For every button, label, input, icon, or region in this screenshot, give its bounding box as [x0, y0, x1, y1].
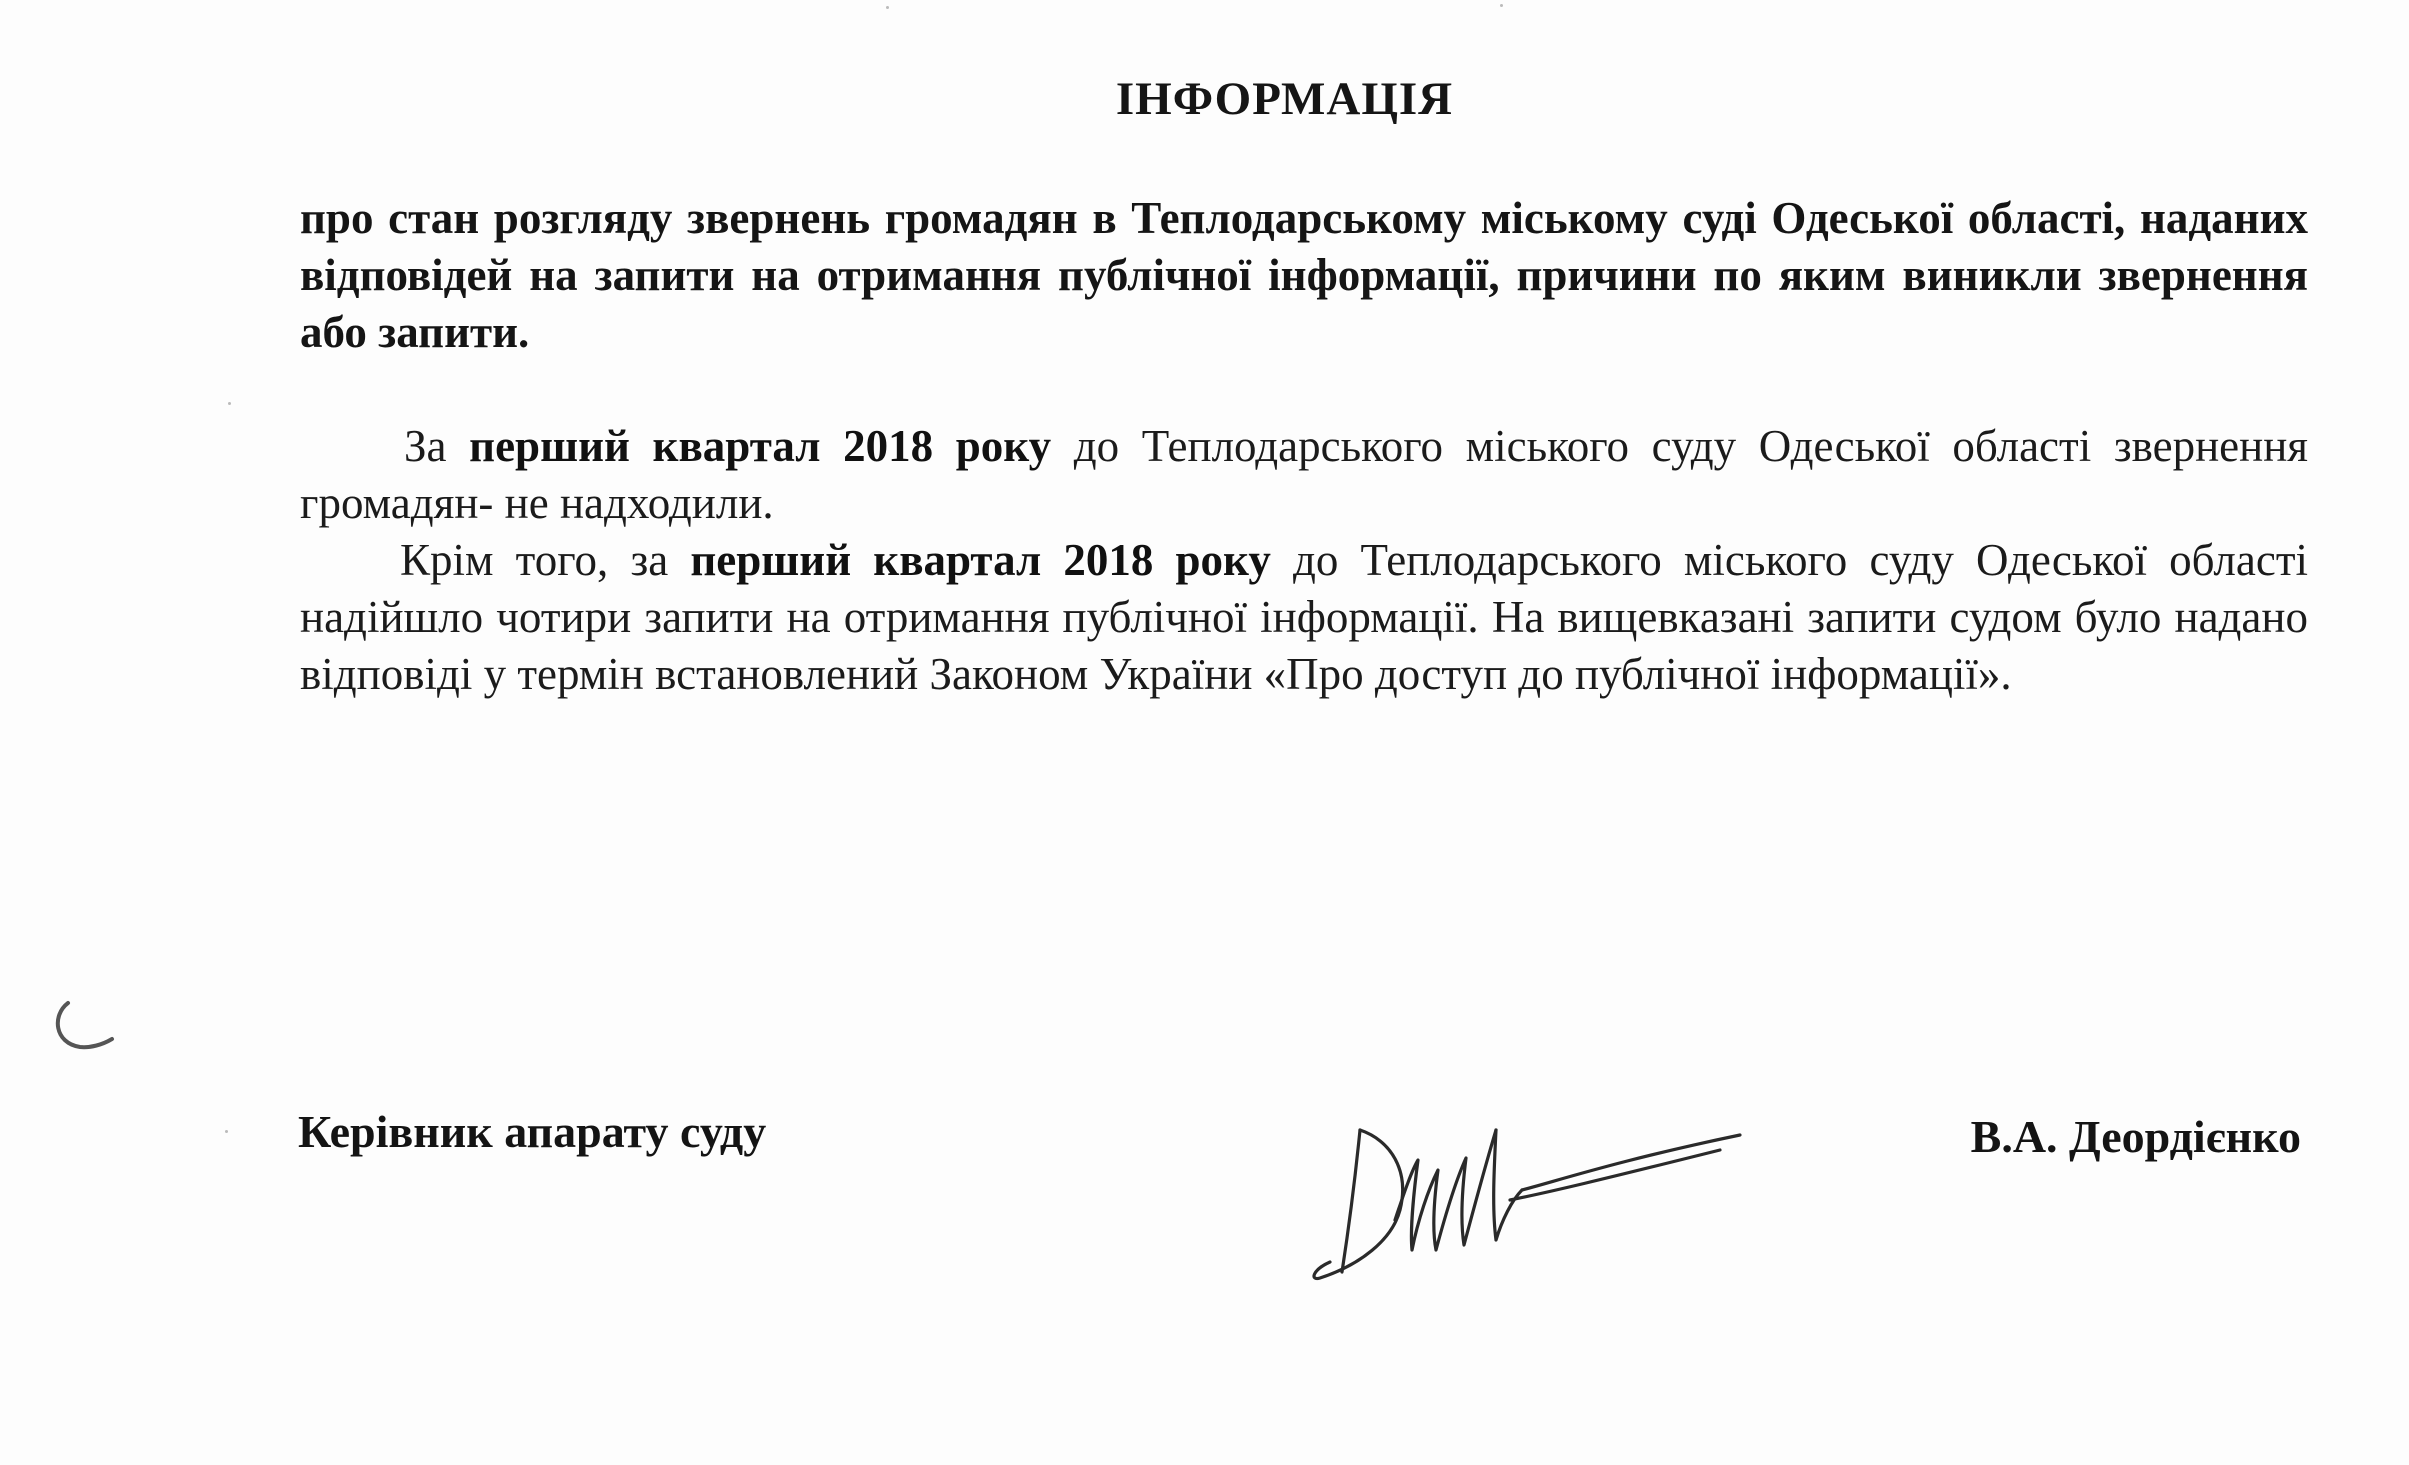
- document-subtitle: про стан розгляду звернень громадян в Теплодарському міському суді Одеської області, наданих відповідей на запити на отримання публічної інформації, причини по яким виникли звернення або запити.: [300, 193, 2308, 357]
- scan-speck: [228, 402, 231, 405]
- paragraph-2-period: перший квартал 2018 року: [690, 535, 1271, 585]
- paragraph-1: [300, 418, 2308, 532]
- signatory-position: Керівник апарату суду: [298, 1106, 767, 1157]
- paragraph-1-pre: За: [404, 421, 470, 471]
- scan-speck: [225, 1130, 228, 1133]
- scan-speck: [1500, 4, 1503, 7]
- scan-speck: [886, 6, 889, 9]
- title-text: ІНФОРМАЦІЯ: [1115, 73, 1454, 125]
- paragraph-1-period: перший квартал 2018 року: [469, 421, 1052, 471]
- signatory-name: В.А. Деордієнко: [1970, 1111, 2301, 1162]
- paragraph-2: [300, 532, 2308, 703]
- paragraph-2-post: до Теплодарського міського суду Одеської області надійшло чотири запити на отримання публічної інформації. На вищевказані запити судом було надано відповіді у термін встановлений Законом України «Про доступ до публічної інформації».: [300, 535, 2308, 699]
- paragraph-1-post: до Теплодарського міського суду Одеської області звернення громадян- не надходили.: [300, 421, 2308, 528]
- handwritten-signature: [1300, 1100, 1760, 1290]
- paragraph-2-pre: Крім того, за: [400, 535, 691, 585]
- document-title: [0, 72, 2409, 126]
- scan-mark: [50, 995, 120, 1055]
